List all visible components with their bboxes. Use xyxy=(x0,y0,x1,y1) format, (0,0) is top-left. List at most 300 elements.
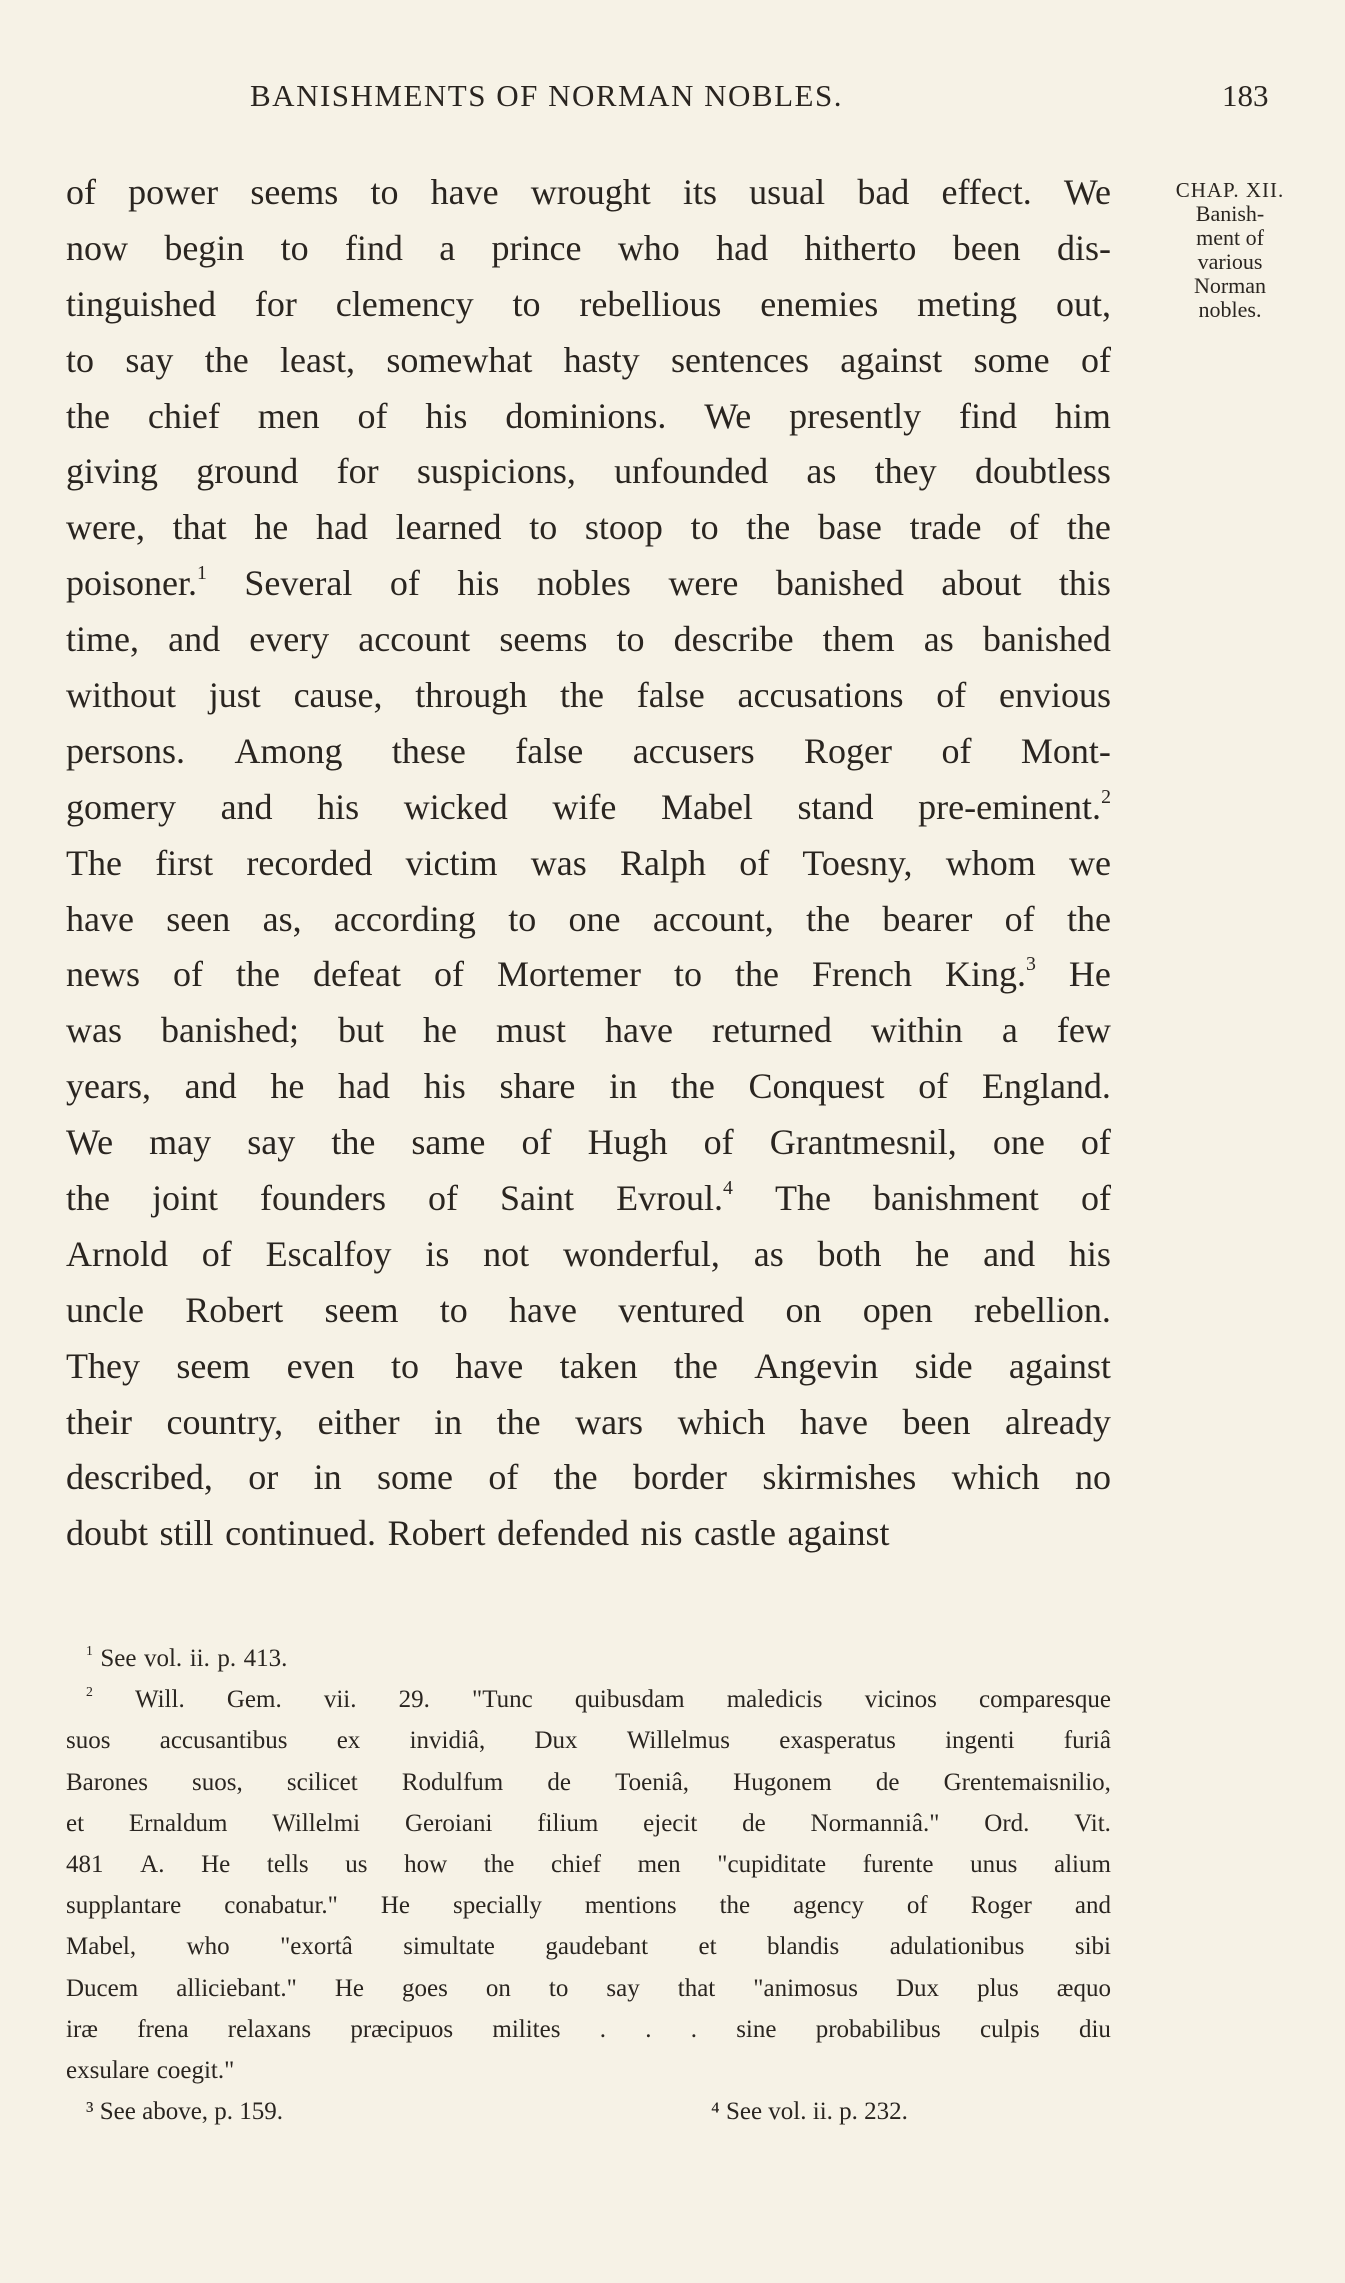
footnote-2-line xyxy=(66,2009,1111,2050)
word: to xyxy=(690,507,719,548)
body-line xyxy=(66,165,1111,221)
word: clemency xyxy=(335,283,474,324)
marginal-note-line: ment of xyxy=(1196,225,1264,250)
word: . xyxy=(645,2015,652,2043)
word: "exortâ xyxy=(280,1933,353,1961)
word: without xyxy=(66,675,177,716)
word: frena xyxy=(137,2015,189,2043)
word: of xyxy=(1004,898,1035,939)
word: trade xyxy=(909,507,982,548)
word: founders xyxy=(260,1178,386,1219)
footnote-2-line xyxy=(66,1720,1111,1761)
word: their xyxy=(66,1401,132,1442)
word: begin xyxy=(164,227,245,268)
word: adulationibus xyxy=(889,1933,1025,1961)
marginal-note-line: Norman xyxy=(1193,273,1267,298)
word: unfounded xyxy=(614,451,769,492)
word: out, xyxy=(1055,283,1111,324)
word: his xyxy=(457,563,500,604)
footnotes xyxy=(66,1638,1111,2132)
word: the xyxy=(560,675,605,716)
word: "animosus xyxy=(753,1974,858,2002)
word: some xyxy=(376,1457,453,1498)
word: 1 xyxy=(86,1643,93,1658)
word: Gem. xyxy=(226,1686,282,1714)
body-line xyxy=(66,1506,1111,1562)
word: that xyxy=(677,1974,716,2002)
word: was xyxy=(66,1010,122,1051)
word: tinguished xyxy=(66,283,216,324)
footnote-2-line xyxy=(66,1679,1111,1720)
word: gomery xyxy=(66,786,176,827)
body-line xyxy=(66,724,1111,780)
word: chief xyxy=(147,395,220,436)
word: Robert xyxy=(387,1513,486,1554)
word: nis xyxy=(640,1513,683,1554)
word: the xyxy=(806,898,851,939)
word: that xyxy=(172,507,227,548)
word: the xyxy=(66,1178,110,1219)
word: somewhat xyxy=(386,339,533,380)
word: bad xyxy=(857,172,910,212)
word: Toeniâ, xyxy=(615,1768,690,1796)
word: They xyxy=(66,1345,140,1386)
page-number: 183 xyxy=(1222,78,1269,113)
word: him xyxy=(1054,395,1111,436)
word: seems xyxy=(499,619,588,660)
word: to xyxy=(370,172,399,212)
word: both xyxy=(817,1233,882,1274)
word: this xyxy=(1058,563,1111,604)
word: the xyxy=(204,339,249,380)
word: banishment xyxy=(872,1178,1039,1219)
word: may xyxy=(149,1122,212,1163)
word: the xyxy=(331,1122,376,1163)
footnote-3: ³ See above, p. 159. xyxy=(86,2098,284,2126)
word: Mont- xyxy=(1020,730,1111,771)
word: poisoner.$^1$ xyxy=(66,562,207,604)
word: of xyxy=(428,1178,459,1219)
word: præcipuos xyxy=(350,2015,454,2043)
body-line xyxy=(66,892,1111,948)
word: of xyxy=(66,172,96,212)
word: who xyxy=(617,227,680,268)
word: have xyxy=(800,1401,869,1442)
body-line xyxy=(66,1115,1111,1171)
word: Ord. xyxy=(984,1809,1030,1837)
word: the xyxy=(1066,507,1111,548)
word: a xyxy=(1001,1010,1018,1051)
word: We xyxy=(704,395,752,436)
word: still xyxy=(159,1513,214,1554)
word: p. xyxy=(217,1645,237,1672)
word: been xyxy=(902,1401,971,1442)
word: furiâ xyxy=(1063,1727,1111,1755)
word: account, xyxy=(652,898,774,939)
word: ex xyxy=(336,1727,361,1755)
word: We xyxy=(66,1122,114,1163)
footnote-4: ⁴ See vol. ii. p. 232. xyxy=(711,2098,908,2126)
word: "Tunc xyxy=(472,1686,533,1714)
word: nobles xyxy=(536,563,631,604)
body-text xyxy=(66,165,1111,1562)
word: and xyxy=(983,1233,1036,1274)
word: dominions. xyxy=(505,395,667,436)
footnote-2-line xyxy=(66,1844,1111,1885)
word: Geroiani xyxy=(404,1809,493,1837)
body-line xyxy=(66,1171,1111,1227)
word: England. xyxy=(981,1066,1111,1107)
body-line xyxy=(66,780,1111,836)
word: his xyxy=(423,1066,466,1107)
word: of xyxy=(1080,1178,1111,1219)
word: envious xyxy=(999,675,1111,716)
word: de xyxy=(742,1809,766,1837)
word: have xyxy=(430,172,499,212)
word: open xyxy=(862,1289,933,1330)
word: wonderful, xyxy=(562,1233,720,1274)
word: Arnold xyxy=(66,1233,168,1274)
word: the xyxy=(553,1457,598,1498)
word: æquo xyxy=(1056,1974,1111,2002)
word: seen xyxy=(166,898,231,939)
word: suspicions, xyxy=(416,451,576,492)
marginal-note xyxy=(1120,178,1340,322)
word: to xyxy=(616,619,645,660)
word: as xyxy=(806,451,837,492)
word: plus xyxy=(977,1974,1019,2002)
word: how xyxy=(404,1850,448,1878)
word: Evroul.$^4$ xyxy=(616,1177,733,1219)
footnote-2-line xyxy=(66,1968,1111,2009)
body-line xyxy=(66,1059,1111,1115)
word: seem xyxy=(176,1345,251,1386)
footnote-2-line xyxy=(66,2050,1111,2091)
word: supplantare xyxy=(66,1892,182,1920)
word: returned xyxy=(711,1010,832,1051)
word: Among xyxy=(234,730,343,771)
word: now xyxy=(66,227,128,268)
word: ground xyxy=(196,451,299,492)
word: wicked xyxy=(403,786,508,827)
word: news xyxy=(66,954,140,995)
word: of xyxy=(1080,339,1111,380)
word: been xyxy=(952,227,1021,268)
word: of xyxy=(488,1457,519,1498)
word: whom xyxy=(945,842,1036,883)
word: sentences xyxy=(671,339,809,380)
word: joint xyxy=(152,1178,219,1219)
word: Mortemer xyxy=(497,954,641,995)
word: Escalfoy xyxy=(265,1233,392,1274)
body-line xyxy=(66,444,1111,500)
word: one xyxy=(992,1122,1045,1163)
word: cause, xyxy=(293,675,383,716)
word: defeat xyxy=(313,954,401,995)
word: He xyxy=(380,1892,411,1920)
word: exsulare xyxy=(66,2056,150,2084)
word: et xyxy=(698,1933,717,1961)
word: false xyxy=(636,675,705,716)
word: King.$^3$ xyxy=(944,953,1036,995)
word: The xyxy=(774,1178,831,1219)
word: stoop xyxy=(584,507,663,548)
word: sine xyxy=(736,2015,777,2043)
word: Ducem xyxy=(66,1974,139,2002)
word: suos xyxy=(66,1727,111,1755)
word: within xyxy=(870,1010,963,1051)
word: 413. xyxy=(243,1645,288,1672)
word: Hugh xyxy=(587,1122,668,1163)
word: in xyxy=(434,1401,463,1442)
word: as xyxy=(923,619,954,660)
word: wars xyxy=(575,1401,644,1442)
body-line xyxy=(66,836,1111,892)
word: the xyxy=(1067,898,1111,939)
word: on xyxy=(785,1289,822,1330)
word: Willelmi xyxy=(272,1809,361,1837)
word: presently xyxy=(789,395,922,436)
word: bearer xyxy=(882,898,973,939)
word: wife xyxy=(552,786,617,827)
page-header xyxy=(0,78,1345,138)
word: maledicis xyxy=(726,1686,823,1714)
word: conabatur." xyxy=(224,1892,338,1920)
word: his xyxy=(1068,1233,1111,1274)
word: learned xyxy=(395,507,502,548)
footnote-2-line xyxy=(66,1926,1111,1967)
word: of xyxy=(941,730,972,771)
word: probabilibus xyxy=(815,2015,941,2043)
word: Grentemaisnilio, xyxy=(943,1768,1111,1796)
word: Saint xyxy=(500,1178,575,1219)
word: have xyxy=(509,1289,577,1330)
word: comparesque xyxy=(979,1686,1111,1714)
word: blandis xyxy=(767,1933,840,1961)
word: few xyxy=(1056,1010,1111,1051)
footnote-2-line xyxy=(66,1762,1111,1803)
word: de xyxy=(875,1768,900,1796)
word: the xyxy=(673,1345,718,1386)
word: Normanniâ." xyxy=(810,1809,940,1837)
word: to xyxy=(280,227,309,268)
word: Willelmus xyxy=(626,1727,730,1755)
word: suos, xyxy=(192,1768,243,1796)
word: say xyxy=(606,1974,640,2002)
word: to xyxy=(512,283,541,324)
word: and xyxy=(184,1066,237,1107)
word: even xyxy=(286,1345,355,1386)
word: had xyxy=(716,227,769,268)
word: rebellion. xyxy=(973,1289,1111,1330)
word: of xyxy=(357,395,388,436)
word: no xyxy=(1075,1457,1111,1498)
word: accusantibus xyxy=(159,1727,288,1755)
word: vol. xyxy=(143,1645,183,1672)
word: which xyxy=(677,1401,766,1442)
word: he xyxy=(915,1233,950,1274)
word: the xyxy=(746,507,791,548)
word: every xyxy=(249,619,330,660)
word: had xyxy=(315,507,368,548)
word: coegit." xyxy=(156,2056,235,2084)
word: vii. xyxy=(323,1686,357,1714)
word: Rodulfum xyxy=(401,1768,504,1796)
word: prince xyxy=(491,227,582,268)
word: Will. xyxy=(135,1686,185,1714)
word: and xyxy=(1074,1892,1111,1920)
word: . xyxy=(599,2015,606,2043)
word: uncle xyxy=(66,1289,144,1330)
word: seems xyxy=(250,172,339,212)
word: Roger xyxy=(804,730,893,771)
word: to xyxy=(66,339,95,380)
word: of xyxy=(173,954,204,995)
word: goes xyxy=(402,1974,448,2002)
word: they xyxy=(874,451,937,492)
word: . xyxy=(690,2015,697,2043)
word: Dux xyxy=(534,1727,578,1755)
word: giving xyxy=(66,451,159,492)
word: doubt xyxy=(66,1513,149,1554)
body-line xyxy=(66,947,1111,1003)
word: et xyxy=(66,1809,85,1837)
word: of xyxy=(1080,1122,1111,1163)
word: iræ xyxy=(66,2015,98,2043)
word: to xyxy=(439,1289,468,1330)
word: 481 xyxy=(66,1850,104,1878)
word: French xyxy=(812,954,912,995)
word: about xyxy=(941,563,1022,604)
word: Vit. xyxy=(1074,1809,1111,1837)
word: country, xyxy=(166,1401,284,1442)
word: sibi xyxy=(1074,1933,1111,1961)
word: its xyxy=(682,172,717,212)
word: We xyxy=(1063,172,1111,212)
word: Several xyxy=(244,563,353,604)
word: to xyxy=(508,898,537,939)
chapter-label: CHAP. XII. xyxy=(1175,178,1285,202)
word: say xyxy=(125,339,174,380)
word: who xyxy=(186,1933,230,1961)
word: banished; xyxy=(161,1010,299,1051)
word: least, xyxy=(280,339,356,380)
word: specially xyxy=(453,1892,542,1920)
body-line xyxy=(66,221,1111,277)
word: dis- xyxy=(1057,227,1111,268)
word: Conquest xyxy=(748,1066,885,1107)
word: the xyxy=(670,1066,715,1107)
word: ii. xyxy=(189,1645,210,1672)
word: Hugonem xyxy=(733,1768,832,1796)
word: is xyxy=(425,1233,450,1274)
word: of xyxy=(201,1233,232,1274)
word: the xyxy=(496,1401,541,1442)
word: of xyxy=(1009,507,1040,548)
footnote-1 xyxy=(66,1638,1111,1679)
word: for xyxy=(336,451,379,492)
word: Ralph xyxy=(619,842,706,883)
word: to xyxy=(390,1345,419,1386)
word: ingenti xyxy=(945,1727,1015,1755)
word: his xyxy=(317,786,360,827)
word: years, xyxy=(66,1066,151,1107)
word: relaxans xyxy=(227,2015,312,2043)
word: men xyxy=(257,395,320,436)
word: for xyxy=(254,283,297,324)
word: skirmishes xyxy=(762,1457,917,1498)
word: share xyxy=(499,1066,576,1107)
word: the xyxy=(735,954,779,995)
word: usual xyxy=(749,172,826,212)
word: agency xyxy=(793,1892,864,1920)
word: alium xyxy=(1054,1850,1111,1878)
word: Angevin xyxy=(754,1345,879,1386)
word: base xyxy=(817,507,882,548)
word: border xyxy=(633,1457,727,1498)
body-line xyxy=(66,500,1111,556)
word: Roger xyxy=(970,1892,1032,1920)
word: He xyxy=(201,1850,231,1878)
word: scilicet xyxy=(286,1768,358,1796)
body-line xyxy=(66,1227,1111,1283)
word: the xyxy=(66,395,110,436)
word: of xyxy=(936,675,967,716)
word: pre-eminent.$^2$ xyxy=(918,785,1111,827)
word: See xyxy=(100,1645,137,1672)
word: unus xyxy=(970,1850,1018,1878)
word: enemies xyxy=(760,283,879,324)
word: hasty xyxy=(563,339,640,380)
word: not xyxy=(483,1233,530,1274)
word: and xyxy=(220,786,273,827)
word: rebellious xyxy=(579,283,722,324)
word: chief xyxy=(550,1850,601,1878)
word: against xyxy=(1008,1345,1111,1386)
word: some xyxy=(973,339,1050,380)
word: Ernaldum xyxy=(128,1809,228,1837)
word: he xyxy=(254,507,289,548)
word: of xyxy=(433,954,464,995)
word: banished xyxy=(982,619,1111,660)
word: he xyxy=(423,1010,457,1051)
word: first xyxy=(155,842,214,883)
word: "cupiditate xyxy=(717,1850,827,1878)
word: were xyxy=(668,563,739,604)
word: tells xyxy=(266,1850,309,1878)
word: 2 xyxy=(86,1684,93,1700)
word: accusers xyxy=(632,730,755,771)
word: de xyxy=(547,1768,571,1796)
word: ventured xyxy=(618,1289,745,1330)
word: against xyxy=(787,1513,890,1554)
word: he xyxy=(270,1066,305,1107)
word: in xyxy=(609,1066,638,1107)
word: He xyxy=(1068,954,1111,995)
word: milites xyxy=(492,2015,561,2043)
word: hitherto xyxy=(804,227,917,268)
word: same xyxy=(411,1122,486,1163)
word: say xyxy=(247,1122,296,1163)
body-line xyxy=(66,1450,1111,1506)
word: invidiâ, xyxy=(409,1727,486,1755)
word: have xyxy=(605,1010,673,1051)
word: we xyxy=(1069,842,1111,883)
word: of xyxy=(703,1122,734,1163)
word: and xyxy=(168,619,221,660)
word: describe xyxy=(673,619,794,660)
word: described, xyxy=(66,1457,213,1498)
